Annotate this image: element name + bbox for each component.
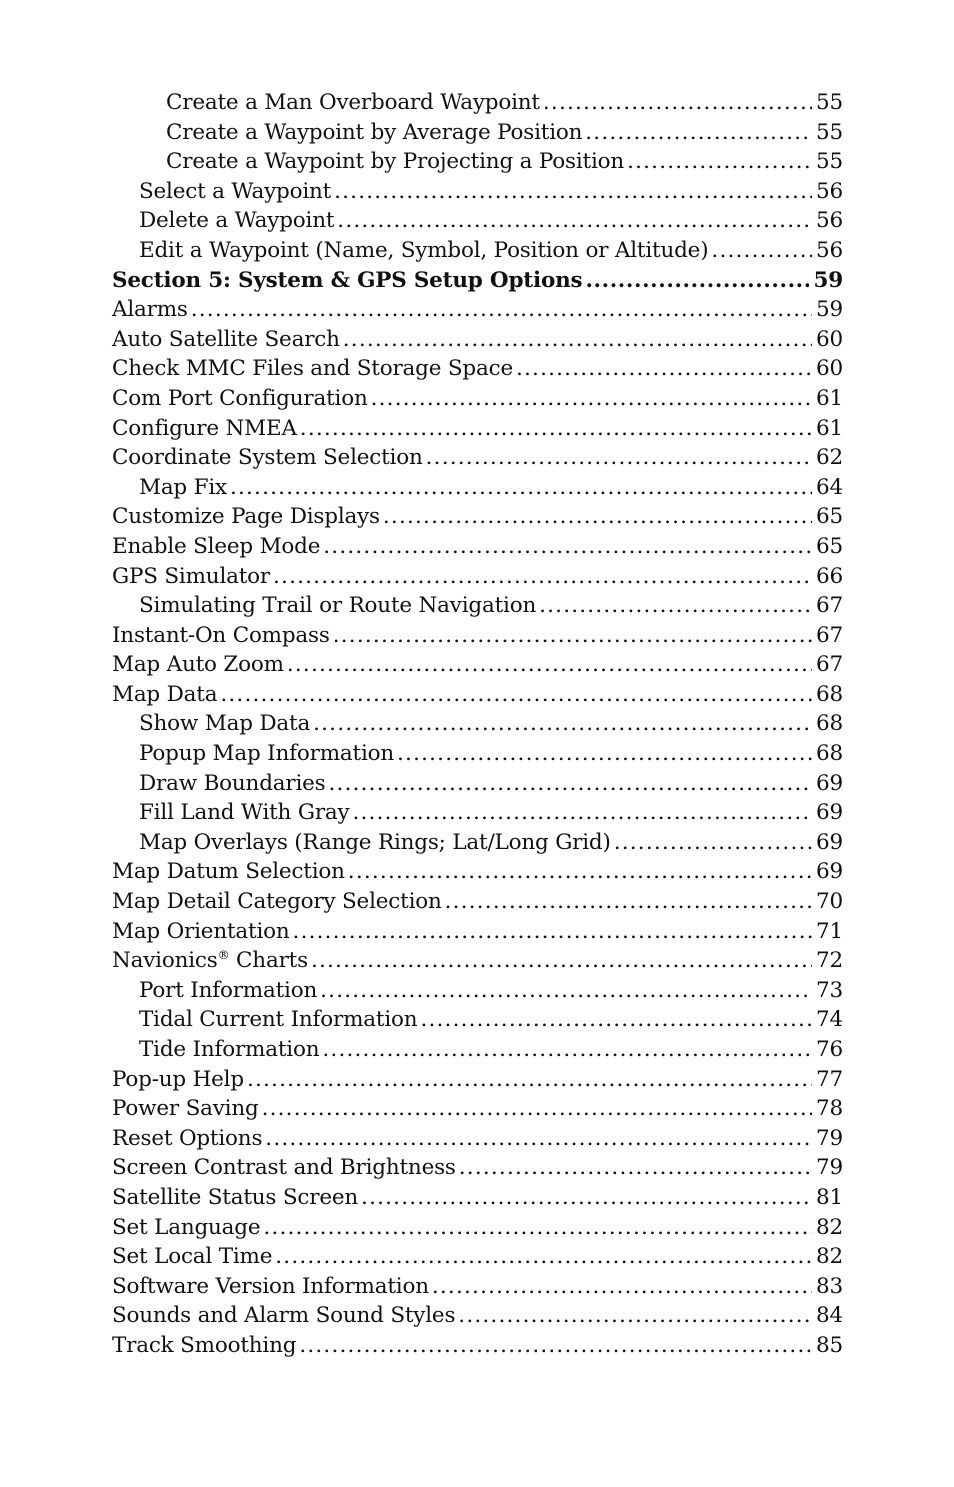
toc-entry-page-number: 61	[816, 415, 843, 441]
toc-entry-title	[166, 118, 585, 148]
toc-entry-title-text: Coordinate System Selection	[112, 445, 423, 471]
toc-entry[interactable]	[112, 88, 843, 118]
dot-leader	[361, 1183, 812, 1213]
dot-leader	[585, 118, 812, 148]
toc-entry-title-text: Create a Waypoint by Projecting a Position	[166, 149, 625, 175]
toc-entry-page-number: 69	[816, 859, 843, 885]
toc-entry-title-text: GPS Simulator	[112, 563, 270, 589]
toc-entry[interactable]	[112, 887, 843, 917]
toc-entry-page-number: 67	[816, 622, 843, 648]
toc-entry-title-text: Power Saving	[112, 1096, 259, 1122]
dot-leader	[348, 857, 812, 887]
toc-entry-title	[139, 709, 313, 739]
toc-entry[interactable]	[112, 1035, 843, 1065]
dot-leader	[273, 562, 812, 592]
toc-section-heading[interactable]	[112, 266, 843, 296]
dot-leader	[263, 1213, 812, 1243]
toc-entry-page-number: 64	[816, 474, 843, 500]
toc-entry[interactable]	[112, 147, 843, 177]
toc-entry[interactable]	[112, 206, 843, 236]
toc-entry-page-number: 82	[816, 1214, 843, 1240]
toc-entry[interactable]	[112, 769, 843, 799]
dot-leader	[300, 414, 812, 444]
toc-entry-title-text: Set Local Time	[112, 1244, 273, 1270]
toc-entry-title	[112, 1272, 432, 1302]
toc-entry-title	[112, 266, 585, 296]
toc-entry-title	[112, 1242, 275, 1272]
toc-entry[interactable]	[112, 384, 843, 414]
toc-entry-title	[112, 354, 516, 384]
toc-entry-title	[166, 88, 543, 118]
dot-leader	[352, 798, 812, 828]
toc-entry-page-number: 59	[813, 267, 843, 293]
table-of-contents	[112, 88, 843, 1361]
dot-leader	[445, 887, 812, 917]
toc-entry[interactable]	[112, 917, 843, 947]
toc-entry-title-text: Satellite Status Screen	[112, 1184, 359, 1210]
toc-entry-page-number: 71	[816, 918, 843, 944]
toc-entry-title	[139, 798, 352, 828]
dot-leader	[265, 1124, 812, 1154]
dot-leader	[247, 1065, 812, 1095]
toc-entry[interactable]	[112, 325, 843, 355]
dot-leader	[333, 621, 812, 651]
toc-entry-title	[139, 1035, 322, 1065]
toc-entry-page-number: 69	[816, 770, 843, 796]
toc-entry-title	[112, 680, 220, 710]
dot-leader	[337, 206, 812, 236]
dot-leader	[397, 739, 812, 769]
dot-leader	[383, 502, 812, 532]
toc-entry-title-text: Navionics	[112, 948, 218, 974]
toc-entry-title-text: Tide Information	[139, 1037, 320, 1062]
toc-entry-title-text: Edit a Waypoint (Name, Symbol, Position or Altitude)	[139, 237, 709, 263]
toc-entry-title	[112, 857, 348, 887]
toc-entry-title	[112, 1124, 265, 1154]
toc-entry-title	[112, 562, 273, 592]
toc-entry[interactable]	[112, 591, 843, 621]
toc-entry[interactable]	[112, 739, 843, 769]
toc-entry-page-number: 78	[816, 1096, 843, 1122]
toc-entry-title-text: Popup Map Information	[139, 741, 395, 767]
toc-entry[interactable]	[112, 1124, 843, 1154]
toc-entry-title-text: Enable Sleep Mode	[112, 533, 321, 559]
toc-entry-title-text: Tidal Current Information	[139, 1007, 418, 1033]
toc-entry-page-number: 56	[816, 208, 843, 234]
toc-entry[interactable]	[112, 443, 843, 473]
toc-entry-page-number: 84	[816, 1303, 843, 1329]
toc-entry-title	[112, 502, 383, 532]
toc-entry-page-number: 60	[816, 356, 843, 382]
toc-entry-title	[112, 1213, 263, 1243]
toc-entry-title	[112, 384, 371, 414]
toc-entry-title	[139, 828, 614, 858]
toc-entry-title	[139, 739, 397, 769]
toc-entry-title	[139, 206, 337, 236]
toc-entry[interactable]	[112, 709, 843, 739]
toc-entry[interactable]	[112, 562, 843, 592]
toc-entry[interactable]	[112, 1065, 843, 1095]
toc-entry-page-number: 70	[816, 889, 843, 915]
toc-entry-title-text: Port Information	[139, 977, 318, 1003]
dot-leader	[287, 650, 812, 680]
toc-entry-title-text: Reset Options	[112, 1125, 263, 1151]
toc-entry-page-number: 76	[816, 1037, 843, 1062]
toc-entry-title-text: Simulating Trail or Route Navigation	[139, 593, 537, 619]
toc-entry-page-number: 69	[816, 829, 843, 855]
dot-leader	[220, 680, 812, 710]
toc-entry[interactable]	[112, 650, 843, 680]
toc-entry-title	[139, 591, 539, 621]
toc-entry-page-number: 68	[816, 681, 843, 707]
toc-entry-title	[112, 532, 323, 562]
toc-entry-title-text: Pop-up Help	[112, 1066, 244, 1092]
toc-entry-page-number: 55	[816, 119, 843, 145]
toc-entry-page-number: 56	[816, 178, 843, 204]
toc-entry-title-text: Set Language	[112, 1214, 261, 1240]
toc-entry-title-text: Software Version Information	[112, 1273, 429, 1299]
toc-entry-title	[112, 414, 300, 444]
toc-entry-title	[112, 325, 343, 355]
toc-entry[interactable]	[112, 236, 843, 266]
toc-entry[interactable]	[112, 1272, 843, 1302]
toc-entry[interactable]	[112, 680, 843, 710]
toc-entry-title	[139, 177, 334, 207]
toc-entry-page-number: 68	[816, 711, 843, 737]
toc-entry[interactable]	[112, 1183, 843, 1213]
toc-entry-title-text: Delete a Waypoint	[139, 208, 335, 234]
toc-entry[interactable]	[112, 1242, 843, 1272]
toc-entry-page-number: 65	[816, 533, 843, 559]
toc-entry-page-number: 74	[816, 1007, 843, 1033]
toc-entry-page-number: 56	[816, 237, 843, 263]
toc-entry-title-text: Map Datum Selection	[112, 859, 345, 885]
toc-entry-title-text: Customize Page Displays	[112, 504, 380, 530]
dot-leader	[230, 473, 812, 503]
toc-entry[interactable]	[112, 1213, 843, 1243]
toc-entry-title-text: Fill Land With Gray	[139, 800, 350, 826]
toc-entry-title	[112, 443, 426, 473]
dot-leader	[313, 709, 812, 739]
toc-entry-title	[139, 976, 320, 1006]
toc-entry-title	[112, 917, 293, 947]
toc-entry-page-number: 66	[816, 563, 843, 589]
toc-entry[interactable]	[112, 1331, 843, 1361]
toc-entry-page-number: 62	[816, 445, 843, 471]
toc-entry-title	[112, 1094, 262, 1124]
dot-leader	[371, 384, 812, 414]
toc-entry[interactable]	[112, 857, 843, 887]
toc-entry-title-text: Map Fix	[139, 474, 227, 500]
toc-entry-title-text: Track Smoothing	[112, 1332, 297, 1358]
toc-entry-title-text: Section 5: System & GPS Setup Options	[112, 267, 583, 293]
dot-leader	[585, 266, 809, 296]
toc-entry-page-number: 61	[816, 385, 843, 411]
toc-entry-page-number: 83	[816, 1273, 843, 1299]
dot-leader	[459, 1153, 812, 1183]
dot-leader	[627, 147, 812, 177]
toc-entry-title	[139, 1005, 420, 1035]
toc-entry-page-number: 67	[816, 652, 843, 678]
toc-entry[interactable]	[112, 532, 843, 562]
toc-entry-title	[112, 621, 333, 651]
dot-leader	[711, 236, 812, 266]
toc-entry[interactable]	[112, 798, 843, 828]
toc-entry-page-number: 55	[816, 90, 843, 115]
toc-entry-page-number: 73	[816, 977, 843, 1003]
dot-leader	[299, 1331, 812, 1361]
toc-entry-page-number: 69	[816, 800, 843, 826]
toc-entry[interactable]	[112, 621, 843, 651]
toc-entry-title	[112, 1183, 361, 1213]
dot-leader	[420, 1005, 812, 1035]
dot-leader	[262, 1094, 812, 1124]
toc-entry-title-text: Map Detail Category Selection	[112, 889, 442, 915]
dot-leader	[614, 828, 812, 858]
toc-entry-page-number: 67	[816, 593, 843, 619]
toc-entry[interactable]	[112, 473, 843, 503]
toc-entry-title-text: Com Port Configuration	[112, 385, 368, 411]
toc-entry-page-number: 79	[816, 1155, 843, 1181]
toc-entry-page-number: 72	[816, 948, 843, 974]
toc-entry-title	[112, 295, 191, 325]
toc-entry[interactable]	[112, 1301, 843, 1331]
toc-entry[interactable]	[112, 502, 843, 532]
toc-entry[interactable]	[112, 1005, 843, 1035]
dot-leader	[275, 1242, 812, 1272]
toc-entry-title	[112, 1065, 247, 1095]
toc-entry-page-number: 68	[816, 741, 843, 767]
toc-entry-title	[112, 1301, 458, 1331]
dot-leader	[320, 976, 812, 1006]
toc-entry-title-suffix: Charts	[229, 948, 308, 974]
toc-entry-page-number: 55	[816, 149, 843, 175]
registered-trademark-mark: ®	[217, 948, 230, 963]
toc-entry-title-text: Map Data	[112, 681, 218, 707]
toc-entry-title-text: Create a Waypoint by Average Position	[166, 119, 583, 145]
dot-leader	[543, 88, 812, 118]
toc-entry[interactable]	[112, 118, 843, 148]
dot-leader	[322, 1035, 812, 1065]
dot-leader	[458, 1301, 812, 1331]
toc-entry[interactable]	[112, 828, 843, 858]
toc-entry-title-text: Auto Satellite Search	[112, 326, 340, 352]
toc-entry-title-text: Map Orientation	[112, 918, 290, 944]
toc-entry[interactable]	[112, 414, 843, 444]
toc-entry-title-text: Sounds and Alarm Sound Styles	[112, 1303, 456, 1329]
toc-entry-title-text: Show Map Data	[139, 711, 311, 737]
toc-entry-title-text: Screen Contrast and Brightness	[112, 1155, 456, 1181]
toc-entry-title-text: Check MMC Files and Storage Space	[112, 356, 513, 382]
toc-entry-title-text: Map Overlays (Range Rings; Lat/Long Grid)	[139, 829, 611, 855]
toc-entry-title-text: Alarms	[112, 297, 188, 323]
toc-entry[interactable]	[112, 976, 843, 1006]
dot-leader	[311, 946, 812, 976]
toc-entry-title	[112, 887, 445, 917]
toc-entry[interactable]	[112, 177, 843, 207]
toc-entry-title-text: Configure NMEA	[112, 415, 297, 441]
dot-leader	[323, 532, 812, 562]
toc-entry-page-number: 82	[816, 1244, 843, 1270]
toc-entry-page-number: 60	[816, 326, 843, 352]
dot-leader	[191, 295, 812, 325]
toc-entry-title-text: Instant-On Compass	[112, 622, 330, 648]
toc-entry[interactable]	[112, 1094, 843, 1124]
dot-leader	[293, 917, 812, 947]
toc-entry[interactable]	[112, 295, 843, 325]
toc-entry-page-number: 85	[816, 1332, 843, 1358]
toc-entry-page-number: 77	[816, 1066, 843, 1092]
toc-entry-page-number: 59	[816, 297, 843, 323]
toc-entry-page-number: 65	[816, 504, 843, 530]
toc-entry-title	[139, 236, 711, 266]
toc-entry[interactable]	[112, 946, 843, 976]
toc-entry-title	[112, 946, 311, 976]
toc-entry[interactable]	[112, 1153, 843, 1183]
dot-leader	[343, 325, 812, 355]
toc-entry-title	[139, 769, 329, 799]
toc-entry-title	[166, 147, 627, 177]
toc-entry-title	[112, 650, 287, 680]
toc-entry-title-text: Select a Waypoint	[139, 178, 332, 204]
toc-entry-title	[112, 1153, 459, 1183]
dot-leader	[426, 443, 812, 473]
toc-entry-title	[112, 1331, 299, 1361]
toc-entry-title-text: Draw Boundaries	[139, 770, 326, 796]
dot-leader	[329, 769, 813, 799]
toc-entry-title-text: Create a Man Overboard Waypoint	[166, 90, 540, 115]
toc-entry-page-number: 79	[816, 1125, 843, 1151]
toc-entry-title	[139, 473, 230, 503]
toc-entry-page-number: 81	[816, 1184, 843, 1210]
toc-entry[interactable]	[112, 354, 843, 384]
toc-entry-title-text: Map Auto Zoom	[112, 652, 284, 678]
dot-leader	[539, 591, 812, 621]
dot-leader	[432, 1272, 812, 1302]
dot-leader	[334, 177, 812, 207]
dot-leader	[516, 354, 812, 384]
